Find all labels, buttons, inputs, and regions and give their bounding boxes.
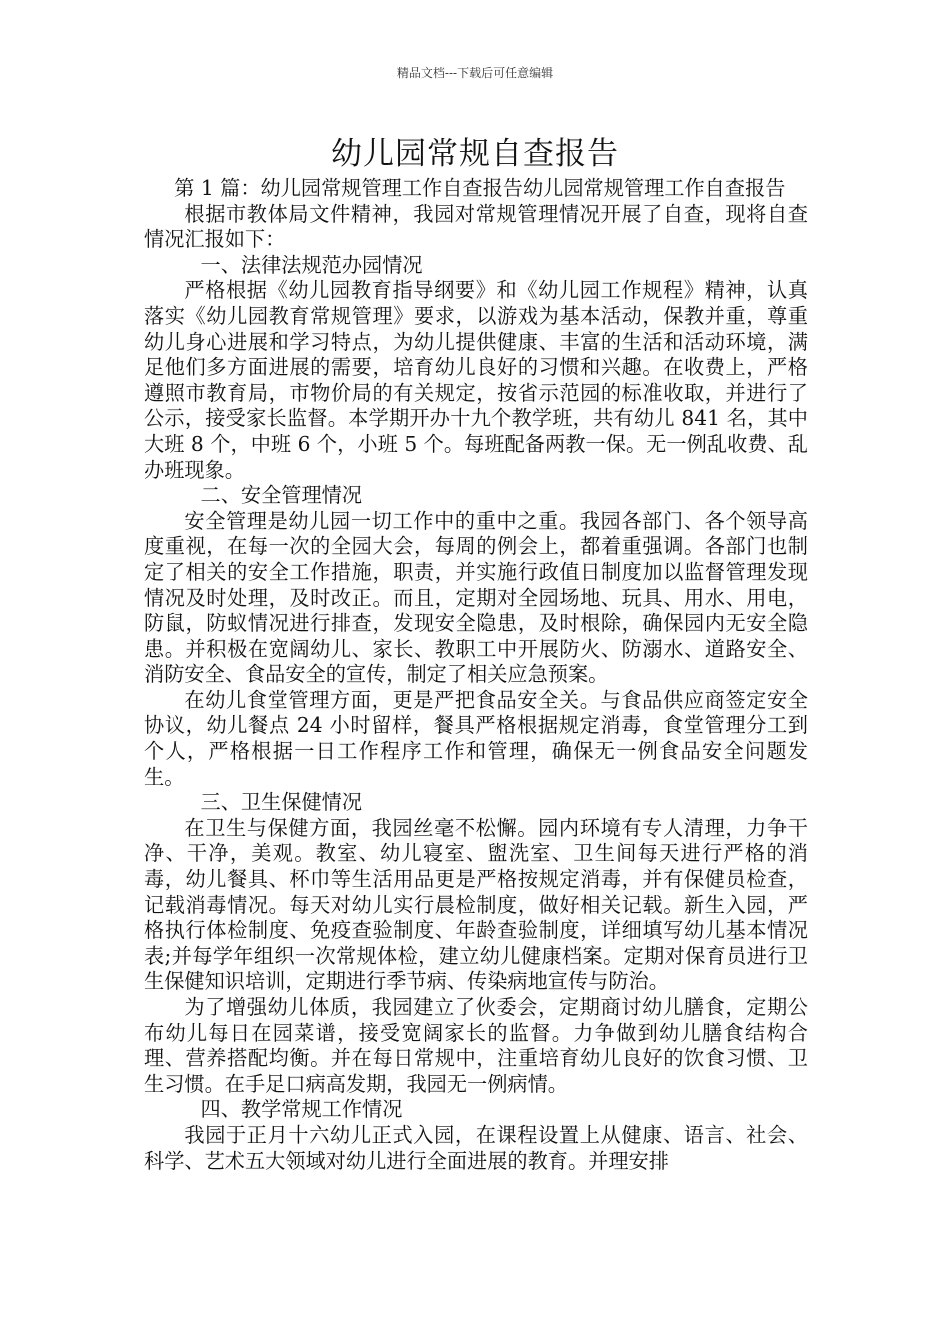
paragraph: 我园于正月十六幼儿正式入园，在课程设置上从健康、语言、社会、科学、艺术五大领域对幼儿进行全面进展的教育。并理安排 [144,1122,808,1173]
document-body [144,176,808,1174]
paragraph: 安全管理是幼儿园一切工作中的重中之重。我园各部门、各个领导高度重视，在每一次的全园大会，每周的例会上，都着重强调。各部门也制定了相关的安全工作措施，职责，并实施行政值日制度加以监督管理发现情况及时处理，及时改正。而且，定期对全园场地、玩具、用水、用电，防鼠，防蚁情况进行排查，发现安全隐患，及时根除，确保园内无安全隐患。并积极在宽阔幼儿、家长、教职工中开展防火、防溺水、道路安全、消防安全、食品安全的宣传，制定了相关应急预案。 [144,508,808,687]
paragraph: 为了增强幼儿体质，我园建立了伙委会，定期商讨幼儿膳食，定期公布幼儿每日在园菜谱，接受宽阔家长的监督。力争做到幼儿膳食结构合理、营养搭配均衡。并在每日常规中，注重培育幼儿良好的饮食习惯、卫生习惯。在手足口病高发期，我园无一例病情。 [144,995,808,1096]
paragraph: 严格根据《幼儿园教育指导纲要》和《幼儿园工作规程》精神，认真落实《幼儿园教育常规管理》要求，以游戏为基本活动，保教并重，尊重幼儿身心进展和学习特点，为幼儿提供健康、丰富的生活和活动环境，满足他们多方面进展的需要，培育幼儿良好的习惯和兴趣。在收费上，严格遵照市教育局，市物价局的有关规定，按省示范园的标准收取，并进行了公示，接受家长监督。本学期开办十九个教学班，共有幼儿 841 名，其中大班 8 个，中班 6 个，小班 5 个。每班配备两教一保。无一例乱收费、乱办班现象。 [144,278,808,482]
section-heading: 二、安全管理情况 [200,483,363,508]
paragraph: 在卫生与保健方面，我园丝毫不松懈。园内环境有专人清理，力争干净、干净，美观。教室、幼儿寝室、盥洗室、卫生间每天进行严格的消毒，幼儿餐具、杯巾等生活用品更是严格按规定消毒，并有保健员检查，记载消毒情况。每天对幼儿实行晨检制度，做好相关记载。新生入园，严格执行体检制度、免疫查验制度、年龄查验制度，详细填写幼儿基本情况表;并每学年组织一次常规体检，建立幼儿健康档案。定期对保育员进行卫生保健知识培训，定期进行季节病、传染病地宣传与防治。 [144,815,808,994]
section-heading: 四、教学常规工作情况 [200,1097,403,1122]
paragraph: 根据市教体局文件精神，我园对常规管理情况开展了自查，现将自查情况汇报如下： [144,201,808,252]
section-heading: 三、卫生保健情况 [200,790,363,815]
paragraph-intro: 第 1 篇：幼儿园常规管理工作自查报告幼儿园常规管理工作自查报告 [174,176,786,200]
section-heading: 一、法律法规范办园情况 [200,252,423,277]
paragraph: 在幼儿食堂管理方面，更是严把食品安全关。与食品供应商签定安全协议，幼儿餐点 24 小时留样，餐具严格根据规定消毒，食堂管理分工到个人，严格根据一日工作程序工作和管理，确保无一例食品安全问题发生。 [144,687,808,789]
document-title: 幼儿园常规自查报告 [331,136,619,172]
page-header: 精品文档---下载后可任意编辑 [396,66,554,80]
